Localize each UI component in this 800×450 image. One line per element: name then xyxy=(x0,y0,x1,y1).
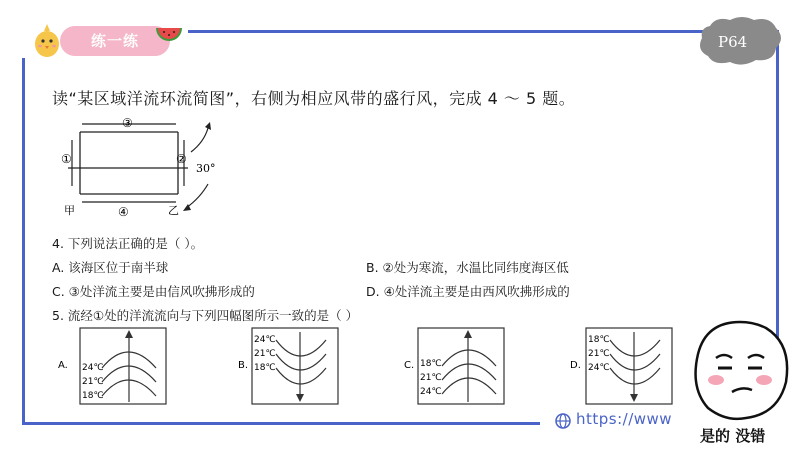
meme-caption: 是的 没错 xyxy=(700,427,766,445)
figure-a-temp-2: 21℃ xyxy=(82,377,104,387)
frame-left-border xyxy=(22,58,25,424)
figure-c[interactable] xyxy=(404,326,516,406)
figure-d-isotherm-1 xyxy=(610,340,660,356)
label-4: ④ xyxy=(118,205,129,219)
figure-b-letter: B. xyxy=(238,360,249,371)
q4-option-c[interactable]: C. ③处洋流主要是由信风吹拂形成的 xyxy=(52,284,255,299)
figure-b-isotherm-1 xyxy=(276,340,326,356)
figure-c-temp-3: 24℃ xyxy=(420,387,442,397)
figure-c-temp-1: 18℃ xyxy=(420,359,442,369)
figure-b-arrow-head xyxy=(296,394,304,402)
figure-a-temp-3: 18℃ xyxy=(82,391,104,401)
ocean-current-diagram xyxy=(58,112,228,220)
label-3: ③ xyxy=(122,116,133,130)
footer-url[interactable]: https://www xyxy=(576,410,673,428)
page-number: P64 xyxy=(718,33,748,51)
wind-arrow-top xyxy=(191,128,208,152)
q4-option-d[interactable]: D. ④处洋流主要是由西风吹拂形成的 xyxy=(366,284,570,299)
label-jia: 甲 xyxy=(64,204,75,217)
figure-d[interactable] xyxy=(570,326,674,406)
frame-top-border xyxy=(188,30,778,33)
figure-b-temp-3: 18℃ xyxy=(254,363,276,373)
chick-icon xyxy=(30,20,64,60)
figure-d-letter: D. xyxy=(570,360,581,371)
figure-d-temp-3: 24℃ xyxy=(588,363,610,373)
frame-right-border xyxy=(776,30,779,346)
figure-b-temp-1: 24℃ xyxy=(254,335,276,345)
figure-a-letter: A. xyxy=(58,360,68,371)
q5-stem: 5. 流经①处的洋流流向与下列四幅图所示一致的是（ ） xyxy=(52,308,359,323)
figure-b-temp-2: 21℃ xyxy=(254,349,276,359)
figure-a[interactable] xyxy=(58,326,170,406)
watermelon-icon xyxy=(154,22,184,48)
q4-option-b[interactable]: B. ②处为寒流，水温比同纬度海区低 xyxy=(366,260,569,275)
figure-d-temp-2: 21℃ xyxy=(588,349,610,359)
figure-a-temp-1: 24℃ xyxy=(82,363,104,373)
label-yi: 乙 xyxy=(168,204,179,217)
figure-c-temp-2: 21℃ xyxy=(420,373,442,383)
q4-option-a[interactable]: A. 该海区位于南半球 xyxy=(52,260,169,275)
frame-bottom-border xyxy=(22,422,540,425)
figure-c-isotherm-3 xyxy=(442,378,496,394)
wind-arrow-bottom xyxy=(186,184,208,208)
practice-badge: 练一练 xyxy=(60,26,170,56)
figure-a-arrow-head xyxy=(125,330,133,338)
question-intro: 读“某区域洋流环流简图”，右侧为相应风带的盛行风，完成 4 ～ 5 题。 xyxy=(52,89,576,108)
q4-stem: 4. 下列说法正确的是（ ）。 xyxy=(52,236,204,251)
figure-b[interactable] xyxy=(238,326,350,406)
figure-c-letter: C. xyxy=(404,360,415,371)
figure-d-arrow-head xyxy=(630,394,638,402)
label-2: ② xyxy=(176,152,187,166)
wind-angle: 30° xyxy=(196,162,216,175)
meme-face-icon xyxy=(686,318,794,426)
figure-c-arrow-head xyxy=(464,330,472,338)
globe-icon xyxy=(554,412,572,430)
label-1: ① xyxy=(61,152,72,166)
figure-d-temp-1: 18℃ xyxy=(588,335,610,345)
